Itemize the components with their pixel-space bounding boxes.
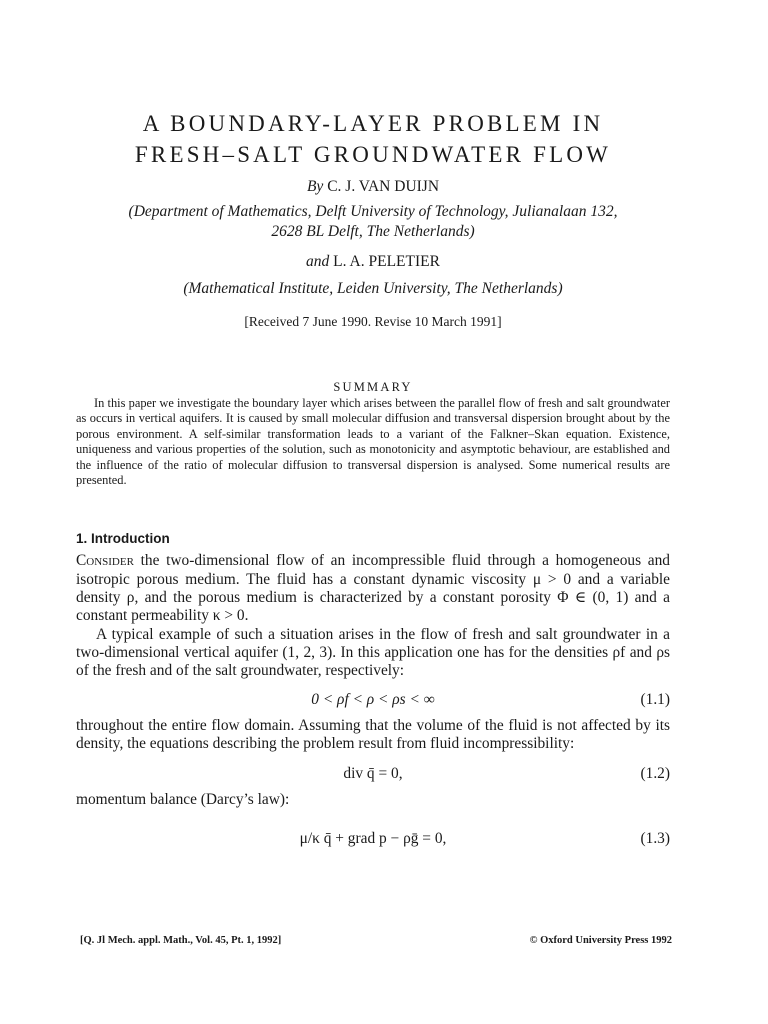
intro-paragraph-1-rest: the two-dimensional flow of an incompressible fluid through a homogeneous and isotropic porous medium. The fluid has a constant dynamic viscosity μ > 0 and a variable density ρ, and the porous medium is characterized by a constant porosity Φ ∈ (0, 1) and a constant permeability κ > 0. <box>76 552 670 625</box>
paper-page <box>76 108 670 857</box>
affiliation-1-line-1: (Department of Mathematics, Delft University of Technology, Julianalaan 132, <box>128 203 618 220</box>
author-line-2 <box>76 252 670 272</box>
intro-paragraph-1 <box>76 552 670 625</box>
equation-1-3 <box>76 821 670 857</box>
equation-1-3-body: μ/κ q̄ + grad p − ρḡ = 0, <box>299 830 447 848</box>
equation-1-1 <box>76 687 670 713</box>
affiliation-1-line-2: 2628 BL Delft, The Netherlands) <box>271 223 475 240</box>
equation-1-2 <box>76 761 670 787</box>
received-date: [Received 7 June 1990. Revise 10 March 1991] <box>244 314 502 329</box>
summary-heading: SUMMARY <box>333 380 413 394</box>
intro-paragraph-4: momentum balance (Darcy’s law): <box>76 791 290 809</box>
section-heading-introduction: 1. Introduction <box>76 531 170 547</box>
paper-title <box>76 108 670 170</box>
equation-1-2-body: div q̄ = 0, <box>343 765 403 783</box>
title-line-2: FRESH–SALT GROUNDWATER FLOW <box>134 142 612 167</box>
copyright-notice: © Oxford University Press 1992 <box>529 935 672 946</box>
equation-1-1-number: (1.1) <box>640 690 670 708</box>
affiliation-1 <box>76 202 670 242</box>
and-prefix: and <box>306 253 330 270</box>
intro-paragraph-2: A typical example of such a situation arises in the flow of fresh and salt groundwater in a two-dimensional vertical aquifer (1, 2, 3). In this application one has for the densities ρf and ρs of the fresh and of the salt groundwater, respectively: <box>76 625 670 680</box>
equation-1-2-number: (1.2) <box>640 765 670 783</box>
affiliation-2: (Mathematical Institute, Leiden University, The Netherlands) <box>183 280 563 297</box>
journal-citation: [Q. Jl Mech. appl. Math., Vol. 45, Pt. 1, 1992] <box>80 935 282 946</box>
equation-1-1-body: 0 < ρf < ρ < ρs < ∞ <box>311 690 435 708</box>
intro-paragraph-3: throughout the entire flow domain. Assuming that the volume of the fluid is not affected by its density, the equations describing the problem result from fluid incompressibility: <box>76 716 670 752</box>
author-1-name: C. J. VAN DUIJN <box>327 178 440 195</box>
equation-1-3-number: (1.3) <box>640 830 670 848</box>
author-2-name: L. A. PELETIER <box>333 253 440 270</box>
intro-first-word: Consider <box>76 552 134 570</box>
author-line-1 <box>76 177 670 197</box>
summary-text: In this paper we investigate the boundary layer which arises between the parallel flow of fresh and salt groundwater as occurs in vertical aquifers. It is caused by small molecular diffusion and transversal dispersion brought about by the porous environment. A self-similar transformation leads to a variant of the Falkner–Skan equation. Existence, uniqueness and various properties of the solution, such as monotonicity and asymptotic behaviour, are established and the influence of the ratio of molecular diffusion to transversal dispersion is analysed. Some numerical results are presented. <box>76 396 670 488</box>
by-prefix: By <box>306 178 324 195</box>
title-line-1: A BOUNDARY-LAYER PROBLEM IN <box>142 111 604 136</box>
